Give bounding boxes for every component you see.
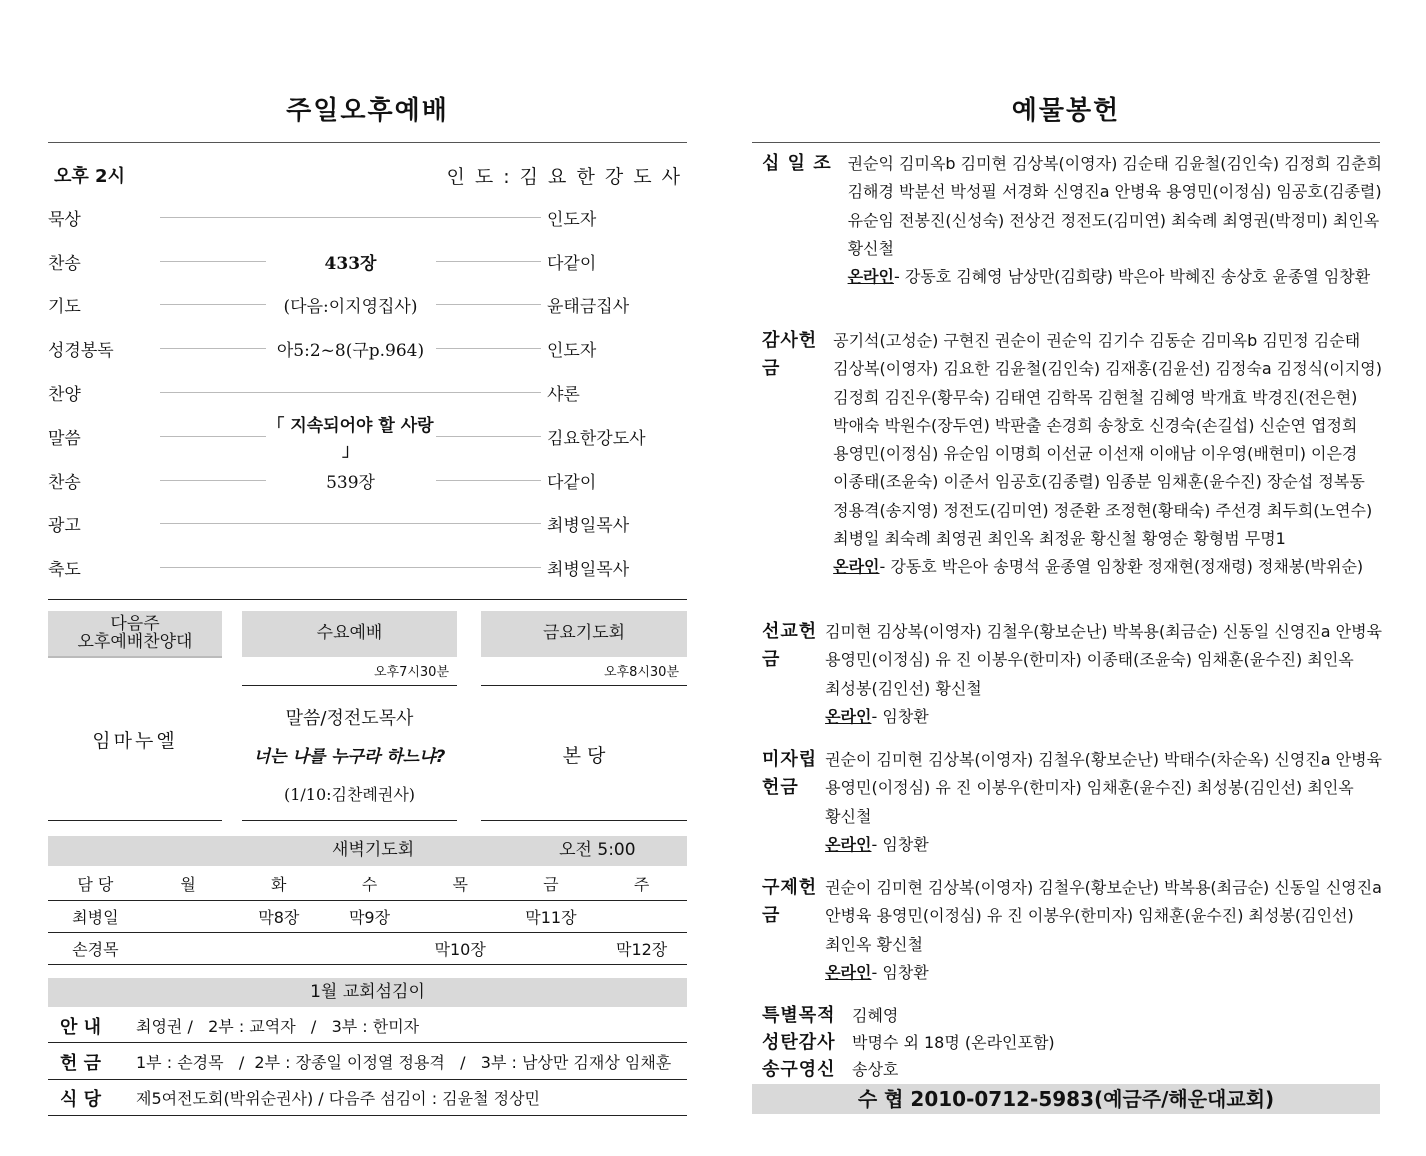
name-line: 황신철 xyxy=(825,806,872,826)
service-text: 최영권 / 2부 : 교역자 / 3부 : 한미자 xyxy=(136,1017,420,1036)
online-names: 강동호 김혜영 남상만(김희량) 박은아 박혜진 송상호 윤종열 임창환 xyxy=(904,267,1371,287)
order-person: 인도자 xyxy=(547,340,597,361)
dawn-schedule-table xyxy=(48,868,687,965)
order-row xyxy=(48,204,687,230)
divider xyxy=(48,820,222,821)
wednesday-sermon: 말씀/정전도목사 xyxy=(285,708,414,729)
order-detail: 「 지속되어야 할 사랑 」 xyxy=(267,416,434,461)
online-line: 온라인- 임창환 xyxy=(825,706,929,726)
name-line: 안병육 용영민(이정심) 유 진 이봉우(한미자) 임채훈(윤수진) 최성봉(김인선) xyxy=(825,906,1354,926)
misc-label: 특별목적 xyxy=(762,1005,836,1026)
divider xyxy=(752,142,1380,143)
name-line: 유순임 전봉진(신성숙) 전상건 정전도(김미연) 최숙례 최영권(박정미) 최인옥 xyxy=(847,210,1380,230)
service-row xyxy=(48,1009,687,1043)
order-row xyxy=(48,248,687,274)
wednesday-time: 오후7시30분 xyxy=(242,659,457,686)
online-label: 온라인 xyxy=(847,267,894,287)
service-label: 헌 금 xyxy=(60,1052,102,1074)
wednesday-header: 수요예배 xyxy=(242,611,457,657)
misc-label: 성탄감사 xyxy=(762,1032,836,1053)
name-line: 최인옥 황신철 xyxy=(825,934,923,954)
column-header: 금 xyxy=(543,875,559,895)
offering-section xyxy=(762,874,1382,987)
table-cell xyxy=(233,932,324,964)
divider xyxy=(48,142,687,143)
order-item: 축도 xyxy=(48,559,81,580)
online-label: 온라인 xyxy=(825,962,872,982)
misc-label: 송구영신 xyxy=(762,1059,836,1080)
column-header: 화 xyxy=(271,875,287,895)
offering-label: 미자립헌금 xyxy=(762,749,818,798)
name-line: 용영민(이정심) 유 진 이봉우(한미자) 임채훈(윤수진) 최성봉(김인선) 최인옥 xyxy=(825,778,1354,798)
service-time: 오후 2시 xyxy=(54,166,125,187)
order-person: 윤태금집사 xyxy=(547,296,630,317)
friday-place: 본 당 xyxy=(562,745,606,767)
online-line: 온라인- 임창환 xyxy=(825,834,929,854)
offering-label: 감사헌금 xyxy=(762,330,818,379)
order-item: 말씀 xyxy=(48,428,81,449)
table-header xyxy=(48,868,687,900)
order-item: 묵상 xyxy=(48,209,81,230)
choir-header-line2: 오후예배찬양대 xyxy=(77,631,193,652)
divider xyxy=(48,599,687,600)
column-header: 수 xyxy=(361,875,378,895)
online-label: 온라인 xyxy=(833,557,880,577)
bank-account: 수 협 2010-0712-5983(예금주/해운대교회) xyxy=(752,1084,1380,1114)
online-line: 온라인- 강동호 김혜영 남상만(김희량) 박은아 박혜진 송상호 윤종열 임창환 xyxy=(847,267,1371,287)
order-detail: 539장 xyxy=(326,472,375,493)
order-item: 찬송 xyxy=(48,472,81,493)
name-line: 김상복(이영자) 김요한 김윤철(김인숙) 김재홍(김윤선) 김정숙a 김정식(이지영) xyxy=(833,359,1382,379)
name-line: 정용격(송지영) 정전도(김미연) 정준환 조정현(황태숙) 주선경 최두희(노연수) xyxy=(833,500,1373,520)
table-cell xyxy=(506,932,597,964)
order-person: 최병일목사 xyxy=(547,559,630,580)
name-line: 최성봉(김인선) 황신철 xyxy=(825,678,982,698)
choir-name: 임마누엘 xyxy=(92,730,178,752)
misc-text: 김혜영 xyxy=(852,1006,899,1025)
order-row xyxy=(48,510,687,536)
order-item: 성경봉독 xyxy=(48,340,114,361)
table-row xyxy=(48,900,687,932)
service-header: 1월 교회섬김이 xyxy=(48,978,687,1007)
divider xyxy=(242,820,457,821)
misc-row xyxy=(762,1029,1382,1056)
order-person: 샤론 xyxy=(547,384,580,405)
right-title: 예물봉헌 xyxy=(1011,96,1121,126)
table-cell xyxy=(143,900,234,932)
choir-header-line1: 다음주 xyxy=(110,613,160,634)
online-names: 임창환 xyxy=(882,706,929,726)
service-row xyxy=(48,1044,687,1080)
offering-label: 십 일 조 xyxy=(762,153,832,174)
service-text: 1부 : 손경목 / 2부 : 장종일 이정열 정용격 / 3부 : 남상만 김재상 임채훈 xyxy=(136,1053,672,1072)
table-cell xyxy=(415,900,506,932)
table-cell: 막12장 xyxy=(615,939,668,959)
online-label: 온라인 xyxy=(825,834,872,854)
name-line: 권순이 김미현 김상복(이영자) 김철우(황보순난) 박복용(최금순) 신동일 신영진a xyxy=(825,878,1382,897)
wednesday-note: (1/10:김찬례권사) xyxy=(283,785,416,804)
order-detail: 아5:2~8(구p.964) xyxy=(276,340,425,361)
column-header: 담 당 xyxy=(77,875,114,895)
divider xyxy=(481,820,687,821)
offering-section xyxy=(762,746,1382,859)
offering-section xyxy=(762,618,1382,731)
misc-row xyxy=(762,1002,1382,1029)
table-cell: 막9장 xyxy=(348,907,391,927)
service-text: 제5여전도회(박위순권사) / 다음주 섬김이 : 김윤철 정상민 xyxy=(136,1089,540,1108)
order-row xyxy=(48,291,687,317)
order-person: 김요한강도사 xyxy=(547,428,646,449)
column-header: 주 xyxy=(633,875,650,895)
column-header: 월 xyxy=(180,875,196,895)
name-line: 이종태(조윤숙) 이준서 임공호(김종렬) 임종분 임채훈(윤수진) 장순섭 정복동 xyxy=(833,472,1365,492)
order-row xyxy=(48,554,687,580)
offering-label: 선교헌금 xyxy=(762,621,818,670)
order-person: 인도자 xyxy=(547,209,597,230)
online-line: 온라인- 강동호 박은아 송명석 윤종열 임창환 정재현(정재령) 정채봉(박위순) xyxy=(833,557,1364,577)
name-line: 박애숙 박원수(장두연) 박판출 손경희 송창호 신경숙(손길섭) 신순연 엽정희 xyxy=(833,415,1358,435)
misc-text: 박명수 외 18명 (온라인포함) xyxy=(852,1033,1055,1052)
order-row xyxy=(48,467,687,493)
name-line: 최병일 최숙례 최영권 최인옥 최정윤 황신철 황영순 황형범 무명1 xyxy=(833,529,1286,549)
table-cell: 막11장 xyxy=(525,907,577,927)
online-names: 임창환 xyxy=(882,962,929,982)
table-row xyxy=(48,932,687,964)
misc-row xyxy=(762,1056,1382,1083)
name-line: 김정희 김진우(황무숙) 김태연 김학목 김현철 김혜영 박개효 박경진(전은현) xyxy=(833,387,1358,407)
online-line: 온라인- 임창환 xyxy=(825,962,929,982)
order-person: 최병일목사 xyxy=(547,515,630,536)
name-line: 용영민(이정심) 유 진 이봉우(한미자) 이종태(조윤숙) 임채훈(윤수진) 최인옥 xyxy=(825,650,1354,670)
order-item: 찬양 xyxy=(48,384,81,405)
name-line: 황신철 xyxy=(847,238,894,258)
dawn-header xyxy=(48,836,687,866)
online-names: 강동호 박은아 송명석 윤종열 임창환 정재현(정재령) 정채봉(박위순) xyxy=(890,557,1364,577)
table-cell xyxy=(596,900,687,932)
dawn-title: 새벽기도회 xyxy=(332,840,415,861)
order-item: 광고 xyxy=(48,515,81,536)
friday-header: 금요기도회 xyxy=(481,611,687,657)
left-title: 주일오후예배 xyxy=(286,96,449,126)
order-row xyxy=(48,416,687,461)
order-person: 다같이 xyxy=(547,472,597,493)
choir-header xyxy=(48,611,222,658)
order-detail: 433장 xyxy=(324,253,377,274)
table-cell xyxy=(324,932,415,964)
service-label: 식 당 xyxy=(60,1088,102,1110)
name-line: 권순익 김미옥b 김미현 김상복(이영자) 김순태 김윤철(김인숙) 김정희 김춘희 xyxy=(847,154,1382,173)
friday-time: 오후8시30분 xyxy=(481,659,687,686)
table-cell: 막8장 xyxy=(258,907,300,927)
misc-text: 송상호 xyxy=(852,1060,899,1079)
order-person: 다같이 xyxy=(547,253,597,274)
order-detail: (다음:이지영집사) xyxy=(283,296,418,317)
order-item: 찬송 xyxy=(48,253,81,274)
wednesday-title: 너는 나를 누구라 하느냐? xyxy=(253,747,446,767)
order-item: 기도 xyxy=(48,296,81,317)
name-line: 김미현 김상복(이영자) 김철우(황보순난) 박복용(최금순) 신동일 신영진a 안병육 xyxy=(825,622,1382,641)
service-leader: 인 도 : 김 요 한 강 도 사 xyxy=(446,166,682,188)
offering-section xyxy=(762,150,1382,291)
column-header: 목 xyxy=(452,875,468,895)
order-row xyxy=(48,335,687,361)
online-label: 온라인 xyxy=(825,706,872,726)
offering-label: 구제헌금 xyxy=(762,877,818,926)
offering-section xyxy=(762,327,1382,582)
online-names: 임창환 xyxy=(882,834,929,854)
table-cell: 막10장 xyxy=(434,939,486,959)
service-row xyxy=(48,1080,687,1116)
service-label: 안 내 xyxy=(60,1016,102,1038)
name-line: 공기석(고성순) 구현진 권순이 권순익 김기수 김동순 김미옥b 김민정 김순태 xyxy=(833,331,1361,350)
dawn-time: 오전 5:00 xyxy=(559,840,636,861)
name-line: 용영민(이정심) 유순임 이명희 이선균 이선재 이애남 이우영(배현미) 이은경 xyxy=(833,444,1358,464)
order-row xyxy=(48,379,687,405)
table-cell: 최병일 xyxy=(72,907,119,927)
name-line: 김해경 박분선 박성필 서경화 신영진a 안병육 용영민(이정심) 임공호(김종렬) xyxy=(847,182,1382,202)
name-line: 권순이 김미현 김상복(이영자) 김철우(황보순난) 박태수(차순옥) 신영진a 안병육 xyxy=(825,750,1382,769)
table-cell xyxy=(143,932,234,964)
table-cell: 손경목 xyxy=(72,939,119,959)
